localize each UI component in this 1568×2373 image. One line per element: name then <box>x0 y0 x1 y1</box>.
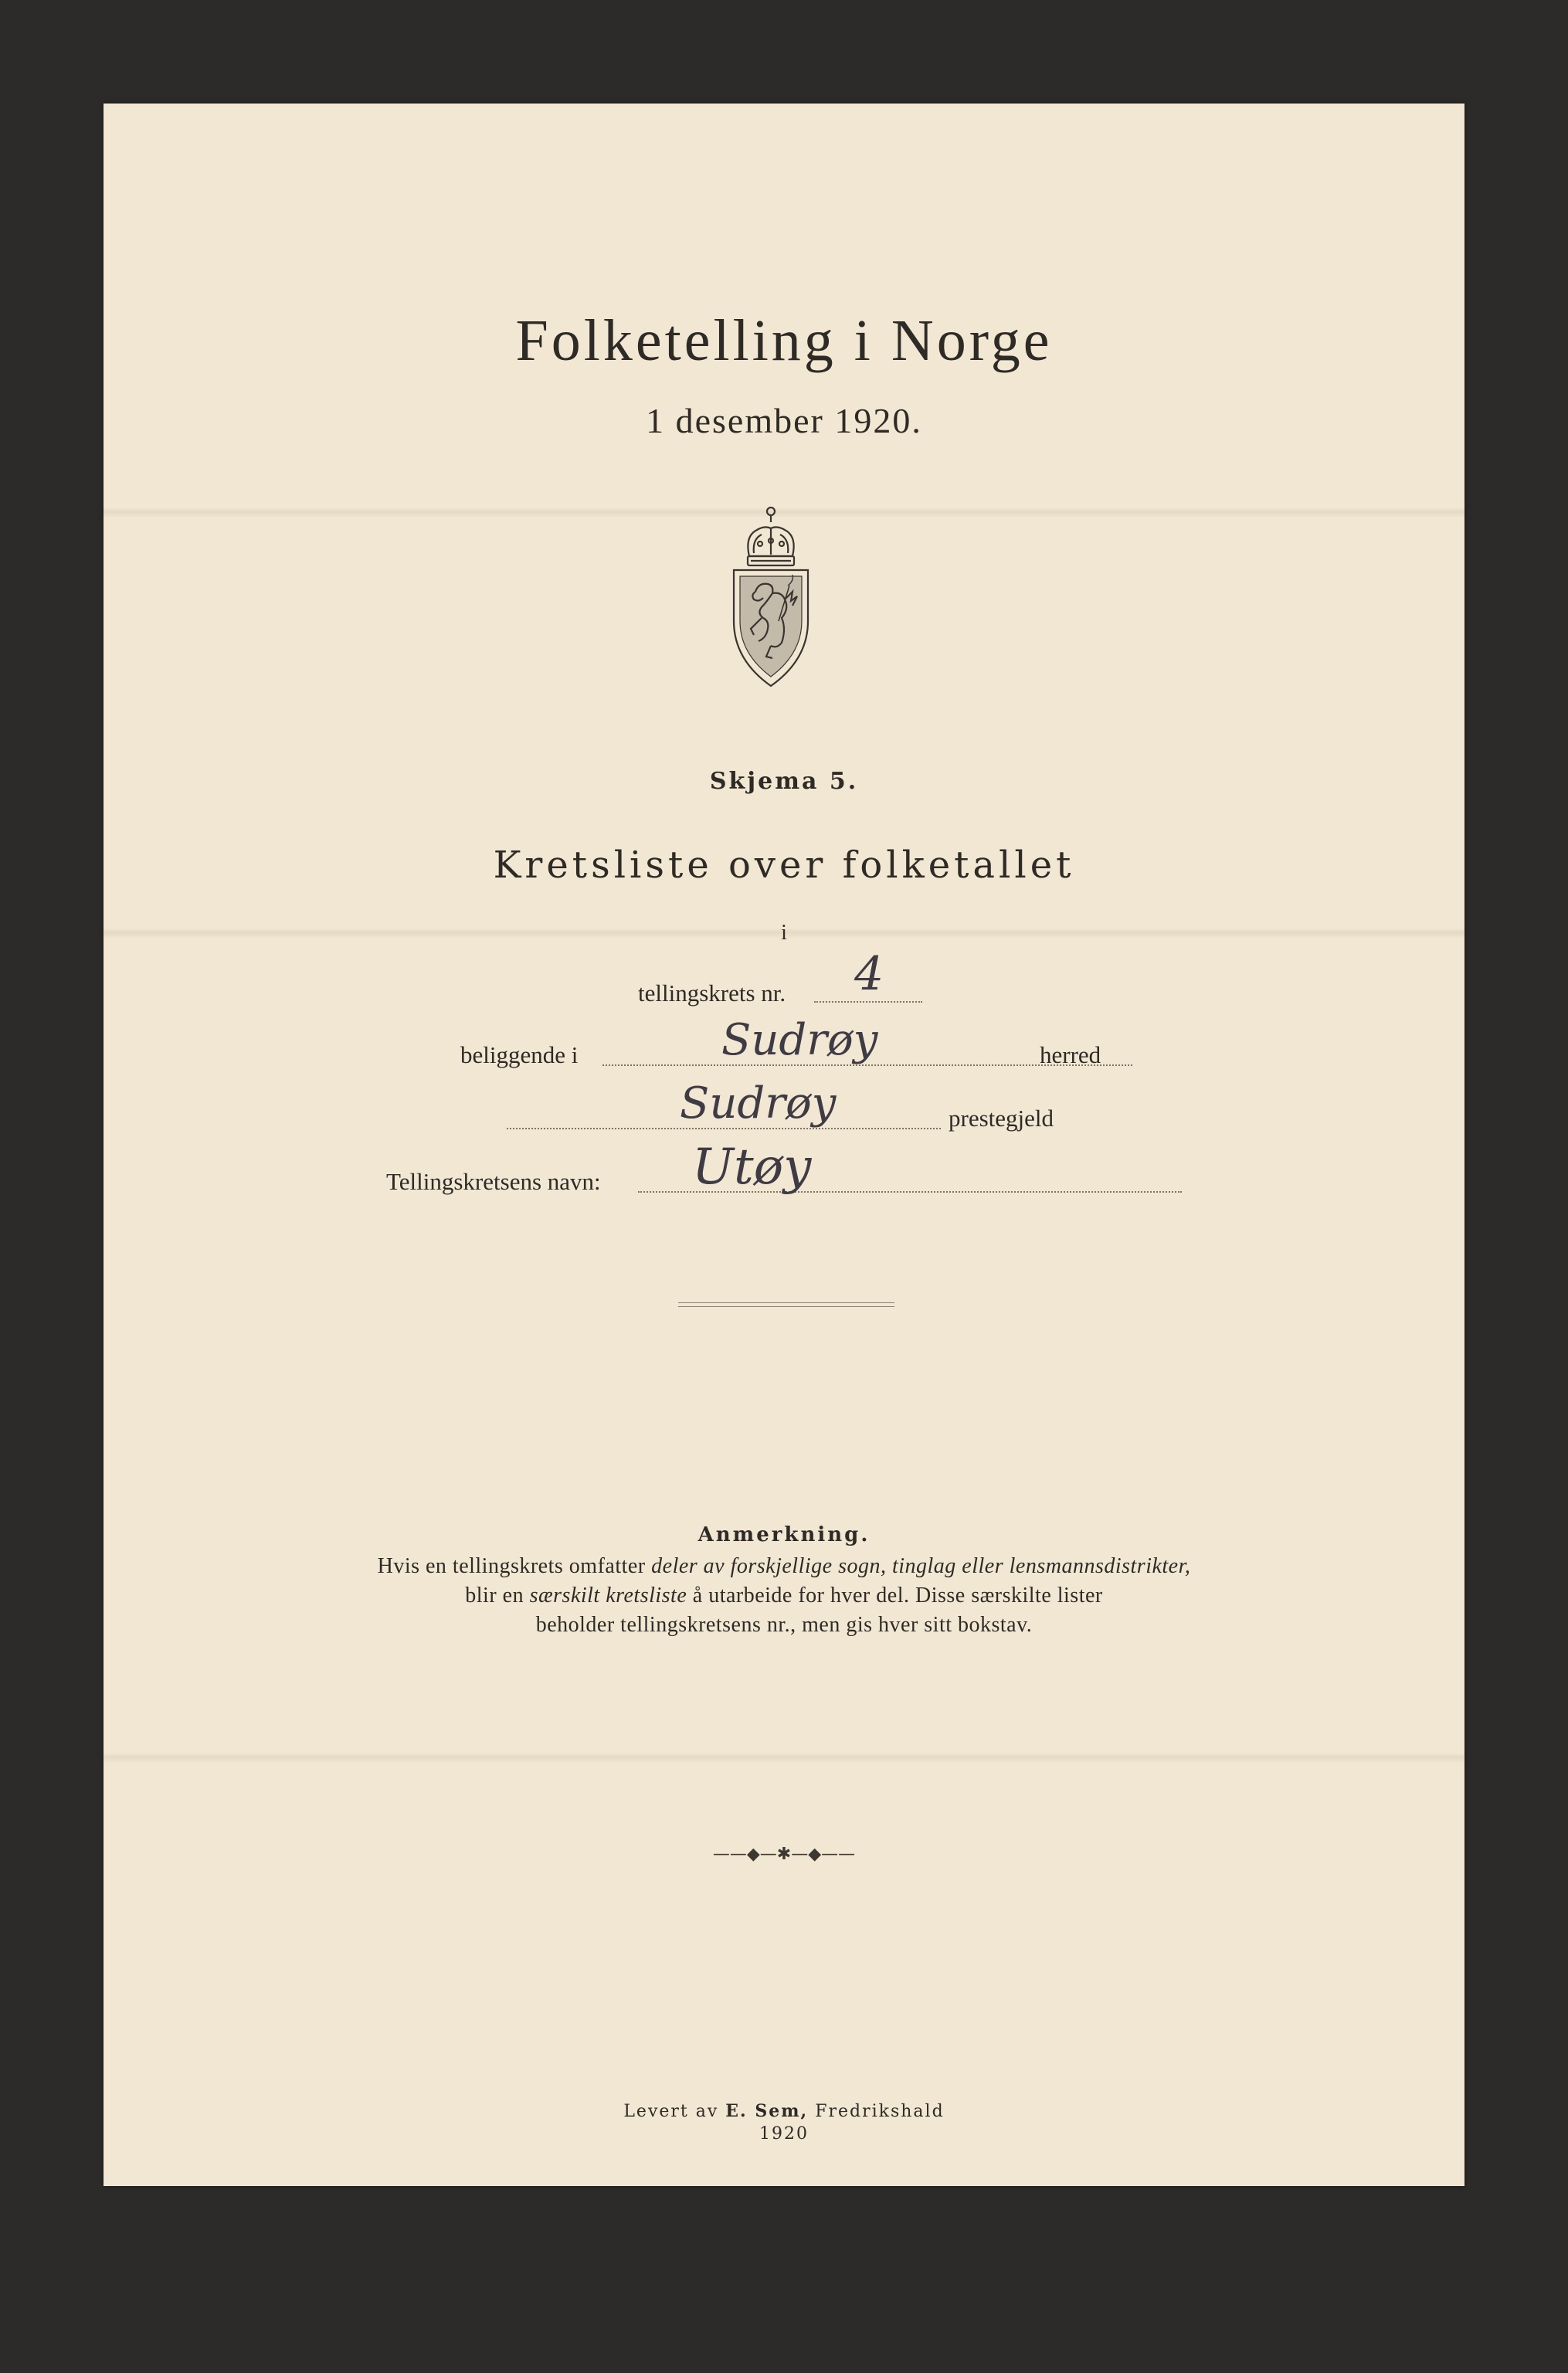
beliggende-value[interactable]: Sudrøy <box>721 1015 878 1065</box>
beliggende-label: beliggende i <box>460 1041 579 1068</box>
double-rule-divider <box>678 1302 894 1307</box>
note-title: Anmerkning. <box>697 1523 871 1546</box>
coat-of-arms-icon <box>728 505 814 691</box>
prestegjeld-value[interactable]: Sudrøy <box>680 1078 837 1129</box>
note-line-1-emphasis: deler av forskjellige sogn, tinglag eller lensmannsdistrikter, <box>651 1554 1191 1578</box>
note-line-2-text-a: blir en <box>465 1584 530 1607</box>
printer-prefix: Levert av <box>623 2102 726 2121</box>
printer-name: E. Sem, <box>725 2101 809 2121</box>
navn-value[interactable]: Utøy <box>692 1139 812 1196</box>
form-date: 1 desember 1920. <box>646 401 922 440</box>
navn-label: Tellingskretsens navn: <box>386 1168 601 1195</box>
printer-credit <box>104 2101 1464 2121</box>
note-line-2-emphasis: særskilt kretsliste <box>529 1584 687 1607</box>
printer-city: Fredrikshald <box>808 2102 945 2121</box>
tellingskrets-label: tellingskrets nr. <box>638 979 786 1007</box>
form-heading: Kretsliste over folketallet <box>493 844 1075 887</box>
form-title: Folketelling i Norge <box>515 308 1053 373</box>
note-line-1-text: Hvis en tellingskrets omfatter <box>377 1554 652 1578</box>
connector-word: i <box>781 921 787 945</box>
note-line-2-text-b: å utarbeide for hver del. Disse særskilte lister <box>687 1584 1103 1607</box>
herred-label: herred <box>1040 1041 1101 1068</box>
note-line-3: beholder tellingskretsens nr., men gis hver sitt bokstav. <box>535 1613 1033 1637</box>
census-form-sheet <box>104 104 1464 2186</box>
schema-number: Skjema 5. <box>709 768 859 795</box>
printer-year: 1920 <box>759 2124 809 2144</box>
prestegjeld-label: prestegjeld <box>949 1105 1054 1132</box>
ornament-divider-icon: ——◆—✱—◆—— <box>712 1845 856 1864</box>
tellingskrets-line <box>814 1001 922 1003</box>
note-line-1 <box>104 1554 1464 1579</box>
tellingskrets-value[interactable]: 4 <box>854 947 884 1001</box>
note-line-2 <box>104 1584 1464 1608</box>
